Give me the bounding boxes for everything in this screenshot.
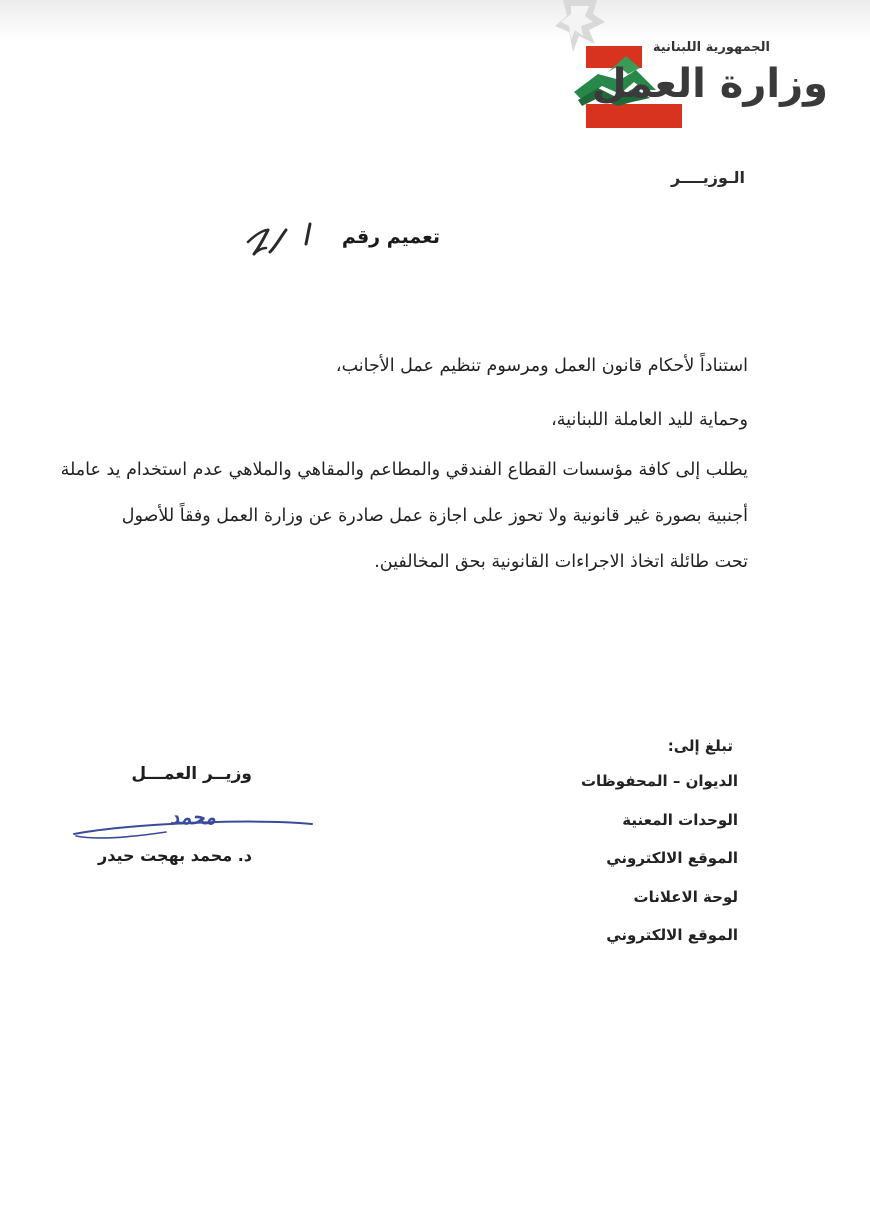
svg-text:محمد: محمد — [170, 805, 216, 829]
signatory-name: د. محمد بهجت حيدر — [98, 846, 252, 865]
recipient-list — [520, 772, 738, 965]
scan-shadow — [0, 0, 870, 40]
signatory-title: وزيــر العمـــل — [131, 764, 252, 784]
recipient-item: الموقع الالكتروني — [606, 926, 738, 944]
notify-heading: تبلغ إلى: — [667, 737, 733, 755]
body-paragraph-request-line-3: تحت طائلة اتخاذ الاجراءات القانونية بحق المخالفين. — [374, 552, 748, 572]
letterhead-ministry-name: وزارة العمل — [592, 61, 828, 107]
body-paragraph-protection: وحماية لليد العاملة اللبنانية، — [551, 410, 748, 430]
recipient-item: الوحدات المعنية — [622, 810, 738, 829]
body-paragraph-request-line-1: يطلب إلى كافة مؤسسات القطاع الفندقي والمطاعم والمقاهي والملاهي عدم استخدام يد عاملة — [60, 460, 748, 480]
circular-title: تعميم رقم — [341, 226, 440, 248]
minister-heading: الـوزيــــر — [670, 168, 745, 187]
body-paragraph-legal-basis: استناداً لأحكام قانون العمل ومرسوم تنظيم عمل الأجانب، — [335, 356, 748, 376]
handwritten-signature — [66, 800, 316, 846]
letterhead-republic: الجمهورية اللبنانية — [652, 40, 770, 55]
body-paragraph-request-line-2: أجنبية بصورة غير قانونية ولا تحوز على اجازة عمل صادرة عن وزارة العمل وفقاً للأصول — [121, 506, 748, 526]
recipient-item: الموقع الالكتروني — [606, 849, 738, 867]
circular-number-handwritten — [240, 212, 330, 268]
recipient-item: لوحة الاعلانات — [633, 887, 738, 906]
recipient-item: الديوان – المحفوظات — [580, 772, 738, 790]
